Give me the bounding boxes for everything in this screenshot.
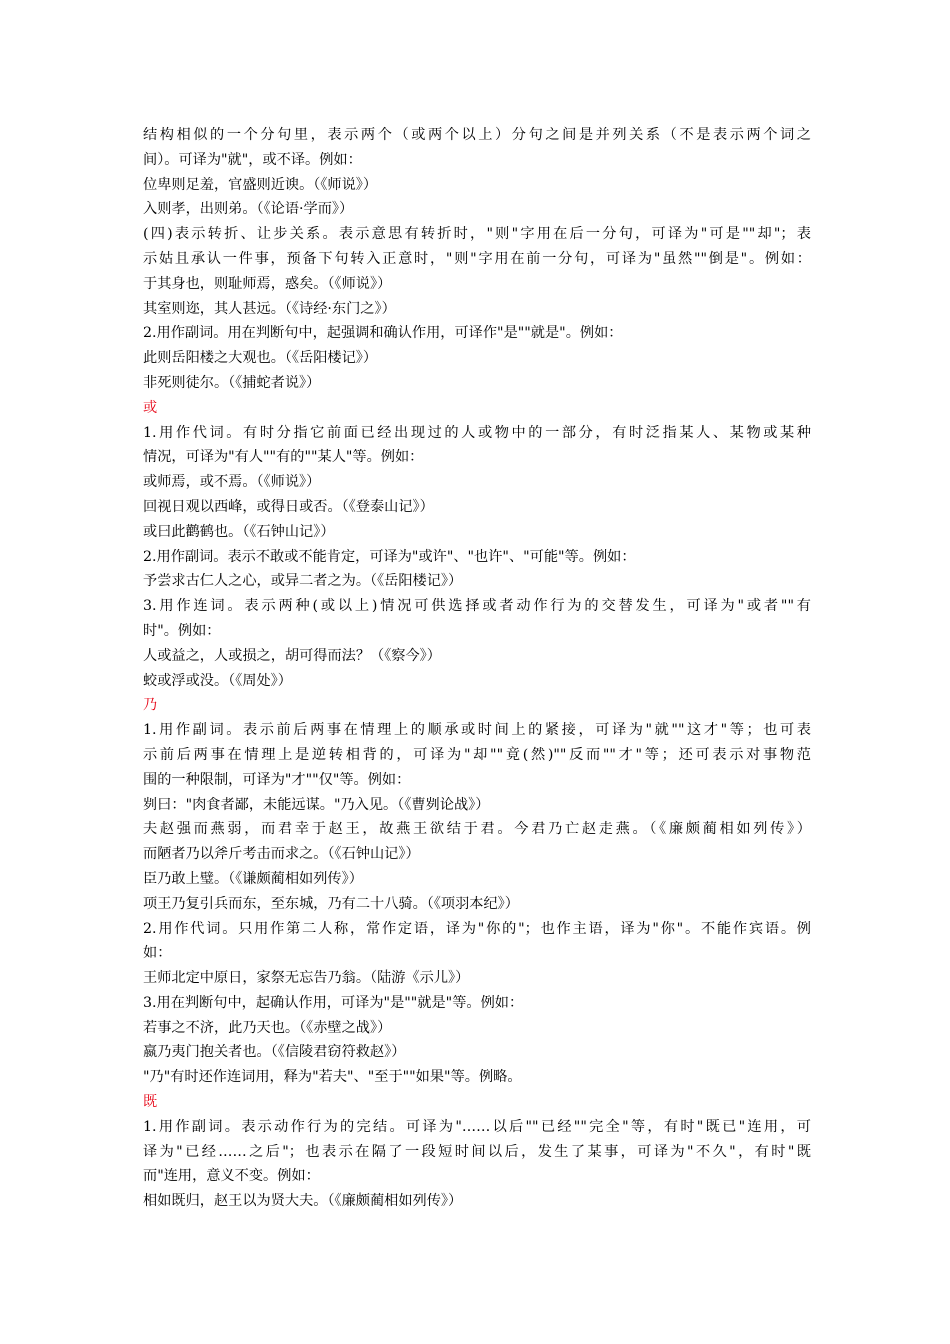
text-line: 蛟或浮或没。（《周处》）	[143, 672, 292, 689]
text-line: 夫赵强而燕弱，而君幸于赵王，故燕王欲结于君。今君乃亡赵走燕。（《廉颇蔺相如列传》）	[143, 821, 811, 838]
text-line: 如：	[143, 945, 172, 962]
text-line: 刿曰："肉食者鄙，未能远谋。"乃入见。（《曹刿论战》）	[143, 796, 490, 813]
text-line: 人或益之，人或损之，胡可得而法？（《察今》）	[143, 647, 441, 664]
text-line: 示前后两事在情理上是逆转相背的，可译为"却""竟(然)""反而""才"等；还可表示对事物范	[143, 746, 811, 763]
text-line: 而"连用，意义不变。例如：	[143, 1168, 320, 1185]
text-line: 于其身也，则耻师焉，惑矣。（《师说》）	[143, 275, 392, 292]
text-line: 示姑且承认一件事，预备下句转入正意时，"则"字用在前一分句，可译为"虽然""倒是"。例如：	[143, 250, 811, 267]
text-line: 若事之不济，此乃天也。（《赤壁之战》）	[143, 1019, 392, 1036]
text-line: 相如既归，赵王以为贤大夫。（《廉颇蔺相如列传》）	[143, 1193, 463, 1210]
entry-heading: 或	[143, 399, 158, 416]
text-line: 围的一种限制，可译为"才""仅"等。例如：	[143, 771, 411, 788]
text-line: 入则孝，出则弟。（《论语·学而》）	[143, 201, 354, 218]
text-line: 嬴乃夷门抱关者也。（《信陵君窃符救赵》）	[143, 1044, 406, 1061]
text-line: 或师焉，或不焉。（《师说》）	[143, 474, 321, 491]
text-line: 项王乃复引兵而东，至东城，乃有二十八骑。（《项羽本纪》）	[143, 895, 519, 912]
text-line: 位卑则足羞，官盛则近谀。（《师说》）	[143, 176, 378, 193]
text-line: 回视日观以西峰，或得日或否。（《登泰山记》）	[143, 498, 434, 515]
text-line: 非死则徒尔。（《捕蛇者说》）	[143, 374, 321, 391]
text-line: 予尝求古仁人之心，或异二者之为。（《岳阳楼记》）	[143, 573, 463, 590]
text-line: 译为"已经……之后"；也表示在隔了一段短时间以后，发生了某事，可译为"不久"，有时"既	[143, 1143, 811, 1160]
text-line: 间）。可译为"就"，或不译。例如：	[143, 151, 362, 168]
text-line: 1.用作副词。表示动作行为的完结。可译为"……以后""已经""完全"等，有时"既已"连用，可	[143, 1118, 811, 1135]
text-line: 3.用作连词。表示两种(或以上)情况可供选择或者动作行为的交替发生，可译为"或者""有	[143, 598, 811, 615]
text-line: 或曰此鹳鹤也。（《石钟山记》）	[143, 523, 335, 540]
text-line: 王师北定中原日，家祭无忘告乃翁。（陆游《示儿》）	[143, 970, 470, 987]
text-line: 1.用作副词。表示前后两事在情理上的顺承或时间上的紧接，可译为"就""这才"等；也可表	[143, 722, 811, 739]
text-line: 其室则迩，其人甚远。（《诗经·东门之》）	[143, 300, 396, 317]
text-line: 结构相似的一个分句里，表示两个（或两个以上）分句之间是并列关系（不是表示两个词之	[143, 127, 811, 143]
text-line: 2.用作代词。只用作第二人称，常作定语，译为"你的"；也作主语，译为"你"。不能作宾语。例	[143, 920, 811, 937]
entry-heading: 既	[143, 1094, 158, 1111]
text-line: 而陋者乃以斧斤考击而求之。（《石钟山记》）	[143, 846, 420, 863]
text-line: 3.用在判断句中，起确认作用，可译为"是""就是"等。例如：	[143, 994, 524, 1011]
text-line: 时"。例如：	[143, 622, 221, 639]
entry-heading: 乃	[143, 697, 158, 714]
text-line: (四)表示转折、让步关系。表示意思有转折时，"则"字用在后一分句，可译为"可是""却"；表	[143, 226, 811, 243]
text-line: 2.用作副词。表示不敢或不能肯定，可译为"或许"、"也许"、"可能"等。例如：	[143, 548, 636, 565]
text-line: 臣乃敢上璧。（《谦颇蔺相如列传》）	[143, 870, 363, 887]
text-line: 此则岳阳楼之大观也。（《岳阳楼记》）	[143, 350, 378, 367]
text-line: 1.用作代词。有时分指它前面已经出现过的人或物中的一部分，有时泛指某人、某物或某种	[143, 424, 811, 441]
document-page	[143, 123, 811, 1214]
text-line: "乃"有时还作连词用，释为"若夫"、"至于""如果"等。例略。	[143, 1069, 522, 1086]
text-line: 2.用作副词。用在判断句中，起强调和确认作用，可译作"是""就是"。例如：	[143, 325, 623, 342]
text-line: 情况，可译为"有人""有的""某人"等。例如：	[143, 449, 424, 466]
